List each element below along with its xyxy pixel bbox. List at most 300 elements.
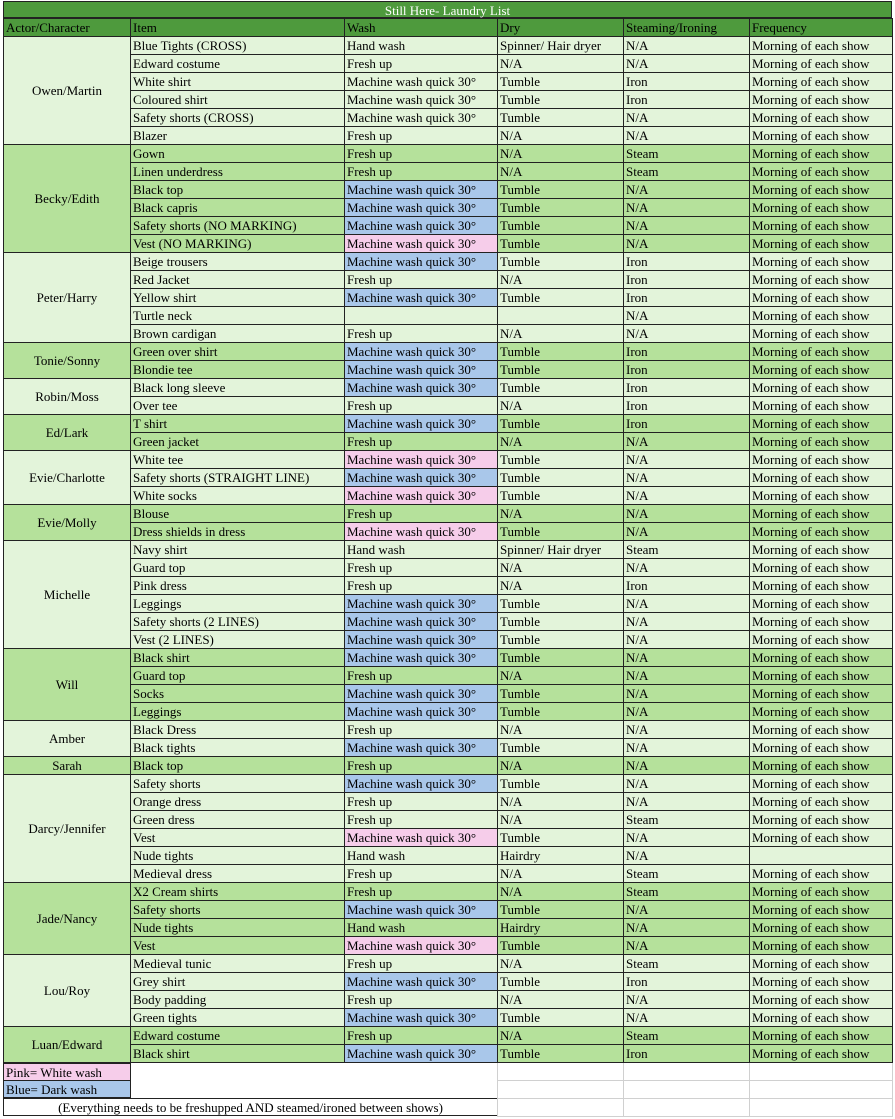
steaming-cell[interactable]: N/A (624, 919, 750, 937)
steaming-cell[interactable]: Iron (624, 271, 750, 289)
actor-cell[interactable]: Sarah (4, 757, 131, 775)
item-cell[interactable]: Safety shorts (131, 901, 345, 919)
item-cell[interactable]: Beige trousers (131, 253, 345, 271)
frequency-cell[interactable]: Morning of each show (750, 901, 893, 919)
item-cell[interactable]: Black tights (131, 739, 345, 757)
wash-cell[interactable]: Hand wash (345, 37, 498, 55)
dry-cell[interactable]: Tumble (498, 235, 624, 253)
item-cell[interactable]: Body padding (131, 991, 345, 1009)
dry-cell[interactable]: N/A (498, 325, 624, 343)
item-cell[interactable]: Linen underdress (131, 163, 345, 181)
steaming-cell[interactable]: N/A (624, 235, 750, 253)
frequency-cell[interactable]: Morning of each show (750, 973, 893, 991)
steaming-cell[interactable]: Iron (624, 379, 750, 397)
dry-cell[interactable]: Tumble (498, 937, 624, 955)
item-cell[interactable]: Turtle neck (131, 307, 345, 325)
frequency-cell[interactable]: Morning of each show (750, 127, 893, 145)
steaming-cell[interactable]: N/A (624, 181, 750, 199)
frequency-cell[interactable]: Morning of each show (750, 937, 893, 955)
item-cell[interactable]: Dress shields in dress (131, 523, 345, 541)
steaming-cell[interactable]: Iron (624, 253, 750, 271)
steaming-cell[interactable]: Iron (624, 415, 750, 433)
actor-cell[interactable]: Peter/Harry (4, 253, 131, 343)
frequency-cell[interactable]: Morning of each show (750, 775, 893, 793)
wash-cell[interactable]: Machine wash quick 30° (345, 739, 498, 757)
frequency-cell[interactable]: Morning of each show (750, 613, 893, 631)
dry-cell[interactable]: Tumble (498, 343, 624, 361)
steaming-cell[interactable]: Iron (624, 361, 750, 379)
actor-cell[interactable]: Lou/Roy (4, 955, 131, 1027)
actor-cell[interactable]: Darcy/Jennifer (4, 775, 131, 883)
wash-cell[interactable]: Hand wash (345, 541, 498, 559)
dry-cell[interactable]: N/A (498, 991, 624, 1009)
steaming-cell[interactable]: N/A (624, 685, 750, 703)
dry-cell[interactable]: Tumble (498, 901, 624, 919)
frequency-cell[interactable]: Morning of each show (750, 55, 893, 73)
wash-cell[interactable]: Fresh up (345, 127, 498, 145)
wash-cell[interactable]: Fresh up (345, 559, 498, 577)
frequency-cell[interactable]: Morning of each show (750, 415, 893, 433)
dry-cell[interactable]: N/A (498, 505, 624, 523)
frequency-cell[interactable]: Morning of each show (750, 379, 893, 397)
frequency-cell[interactable]: Morning of each show (750, 811, 893, 829)
dry-cell[interactable]: Tumble (498, 469, 624, 487)
frequency-cell[interactable]: Morning of each show (750, 145, 893, 163)
steaming-cell[interactable]: N/A (624, 109, 750, 127)
dry-cell[interactable]: Tumble (498, 109, 624, 127)
frequency-cell[interactable]: Morning of each show (750, 631, 893, 649)
frequency-cell[interactable]: Morning of each show (750, 865, 893, 883)
frequency-cell[interactable]: Morning of each show (750, 469, 893, 487)
frequency-cell[interactable]: Morning of each show (750, 667, 893, 685)
dry-cell[interactable]: N/A (498, 757, 624, 775)
item-cell[interactable]: T shirt (131, 415, 345, 433)
frequency-cell[interactable]: Morning of each show (750, 109, 893, 127)
steaming-cell[interactable]: Steam (624, 163, 750, 181)
wash-cell[interactable]: Machine wash quick 30° (345, 631, 498, 649)
steaming-cell[interactable]: N/A (624, 793, 750, 811)
dry-cell[interactable]: Tumble (498, 199, 624, 217)
dry-cell[interactable]: Tumble (498, 613, 624, 631)
frequency-cell[interactable]: Morning of each show (750, 289, 893, 307)
item-cell[interactable]: Navy shirt (131, 541, 345, 559)
dry-cell[interactable]: N/A (498, 955, 624, 973)
steaming-cell[interactable]: N/A (624, 433, 750, 451)
dry-cell[interactable]: N/A (498, 865, 624, 883)
item-cell[interactable]: Edward costume (131, 1027, 345, 1045)
dry-cell[interactable]: N/A (498, 1027, 624, 1045)
steaming-cell[interactable]: Steam (624, 955, 750, 973)
item-cell[interactable]: Leggings (131, 703, 345, 721)
dry-cell[interactable]: Tumble (498, 775, 624, 793)
steaming-cell[interactable]: N/A (624, 127, 750, 145)
frequency-cell[interactable]: Morning of each show (750, 703, 893, 721)
steaming-cell[interactable]: N/A (624, 307, 750, 325)
frequency-cell[interactable]: Morning of each show (750, 649, 893, 667)
item-cell[interactable]: Black Dress (131, 721, 345, 739)
item-cell[interactable]: Socks (131, 685, 345, 703)
frequency-cell[interactable]: Morning of each show (750, 685, 893, 703)
dry-cell[interactable]: Tumble (498, 523, 624, 541)
steaming-cell[interactable]: N/A (624, 325, 750, 343)
wash-cell[interactable]: Fresh up (345, 865, 498, 883)
item-cell[interactable]: Over tee (131, 397, 345, 415)
dry-cell[interactable]: Tumble (498, 415, 624, 433)
dry-cell[interactable]: Tumble (498, 379, 624, 397)
dry-cell[interactable]: N/A (498, 433, 624, 451)
item-cell[interactable]: Yellow shirt (131, 289, 345, 307)
actor-cell[interactable]: Tonie/Sonny (4, 343, 131, 379)
frequency-cell[interactable]: Morning of each show (750, 919, 893, 937)
wash-cell[interactable]: Machine wash quick 30° (345, 1045, 498, 1063)
item-cell[interactable]: Safety shorts (131, 775, 345, 793)
item-cell[interactable]: Black top (131, 181, 345, 199)
wash-cell[interactable]: Machine wash quick 30° (345, 181, 498, 199)
frequency-cell[interactable]: Morning of each show (750, 343, 893, 361)
frequency-cell[interactable]: Morning of each show (750, 397, 893, 415)
wash-cell[interactable]: Machine wash quick 30° (345, 289, 498, 307)
item-cell[interactable]: Green over shirt (131, 343, 345, 361)
wash-cell[interactable]: Hand wash (345, 847, 498, 865)
wash-cell[interactable]: Machine wash quick 30° (345, 649, 498, 667)
wash-cell[interactable]: Fresh up (345, 145, 498, 163)
item-cell[interactable]: Brown cardigan (131, 325, 345, 343)
wash-cell[interactable]: Machine wash quick 30° (345, 91, 498, 109)
item-cell[interactable]: Guard top (131, 667, 345, 685)
wash-cell[interactable]: Fresh up (345, 433, 498, 451)
dry-cell[interactable]: Tumble (498, 739, 624, 757)
dry-cell[interactable]: Tumble (498, 685, 624, 703)
steaming-cell[interactable]: N/A (624, 37, 750, 55)
frequency-cell[interactable]: Morning of each show (750, 883, 893, 901)
wash-cell[interactable]: Machine wash quick 30° (345, 487, 498, 505)
item-cell[interactable]: Black top (131, 757, 345, 775)
steaming-cell[interactable]: N/A (624, 775, 750, 793)
dry-cell[interactable]: N/A (498, 667, 624, 685)
actor-cell[interactable]: Robin/Moss (4, 379, 131, 415)
wash-cell[interactable]: Fresh up (345, 55, 498, 73)
steaming-cell[interactable]: Iron (624, 577, 750, 595)
frequency-cell[interactable]: Morning of each show (750, 325, 893, 343)
dry-cell[interactable]: N/A (498, 163, 624, 181)
dry-cell[interactable] (498, 307, 624, 325)
steaming-cell[interactable]: N/A (624, 901, 750, 919)
steaming-cell[interactable]: Iron (624, 973, 750, 991)
wash-cell[interactable]: Machine wash quick 30° (345, 613, 498, 631)
frequency-cell[interactable]: Morning of each show (750, 595, 893, 613)
wash-cell[interactable]: Machine wash quick 30° (345, 595, 498, 613)
item-cell[interactable]: Blue Tights (CROSS) (131, 37, 345, 55)
header-item[interactable]: Item (131, 19, 345, 37)
item-cell[interactable]: Vest (2 LINES) (131, 631, 345, 649)
item-cell[interactable]: Black shirt (131, 1045, 345, 1063)
dry-cell[interactable]: Tumble (498, 1009, 624, 1027)
dry-cell[interactable]: Hairdry (498, 919, 624, 937)
steaming-cell[interactable]: N/A (624, 649, 750, 667)
wash-cell[interactable]: Machine wash quick 30° (345, 685, 498, 703)
dry-cell[interactable]: Tumble (498, 1045, 624, 1063)
steaming-cell[interactable]: Steam (624, 811, 750, 829)
dry-cell[interactable]: Tumble (498, 289, 624, 307)
frequency-cell[interactable]: Morning of each show (750, 523, 893, 541)
steaming-cell[interactable]: Iron (624, 289, 750, 307)
frequency-cell[interactable]: Morning of each show (750, 253, 893, 271)
frequency-cell[interactable]: Morning of each show (750, 217, 893, 235)
steaming-cell[interactable]: N/A (624, 991, 750, 1009)
item-cell[interactable]: Safety shorts (STRAIGHT LINE) (131, 469, 345, 487)
frequency-cell[interactable]: Morning of each show (750, 1045, 893, 1063)
frequency-cell[interactable]: Morning of each show (750, 793, 893, 811)
frequency-cell[interactable]: Morning of each show (750, 721, 893, 739)
dry-cell[interactable]: Tumble (498, 829, 624, 847)
frequency-cell[interactable]: Morning of each show (750, 73, 893, 91)
frequency-cell[interactable]: Morning of each show (750, 487, 893, 505)
header-frequency[interactable]: Frequency (750, 19, 893, 37)
steaming-cell[interactable]: N/A (624, 829, 750, 847)
header-steaming[interactable]: Steaming/Ironing (624, 19, 750, 37)
wash-cell[interactable]: Fresh up (345, 955, 498, 973)
steaming-cell[interactable]: N/A (624, 703, 750, 721)
frequency-cell[interactable]: Morning of each show (750, 1009, 893, 1027)
wash-cell[interactable]: Machine wash quick 30° (345, 937, 498, 955)
steaming-cell[interactable]: N/A (624, 847, 750, 865)
dry-cell[interactable]: Tumble (498, 91, 624, 109)
item-cell[interactable]: Vest (NO MARKING) (131, 235, 345, 253)
steaming-cell[interactable]: N/A (624, 631, 750, 649)
wash-cell[interactable]: Machine wash quick 30° (345, 469, 498, 487)
item-cell[interactable]: Blondie tee (131, 361, 345, 379)
steaming-cell[interactable]: N/A (624, 613, 750, 631)
steaming-cell[interactable]: Iron (624, 1045, 750, 1063)
dry-cell[interactable]: Tumble (498, 631, 624, 649)
wash-cell[interactable]: Machine wash quick 30° (345, 973, 498, 991)
wash-cell[interactable]: Machine wash quick 30° (345, 109, 498, 127)
wash-cell[interactable]: Fresh up (345, 721, 498, 739)
item-cell[interactable]: Safety shorts (CROSS) (131, 109, 345, 127)
dry-cell[interactable]: Tumble (498, 217, 624, 235)
actor-cell[interactable]: Will (4, 649, 131, 721)
steaming-cell[interactable]: Iron (624, 343, 750, 361)
steaming-cell[interactable]: N/A (624, 487, 750, 505)
actor-cell[interactable]: Jade/Nancy (4, 883, 131, 955)
item-cell[interactable]: White shirt (131, 73, 345, 91)
steaming-cell[interactable]: N/A (624, 1009, 750, 1027)
dry-cell[interactable]: Tumble (498, 181, 624, 199)
header-actor[interactable]: Actor/Character (4, 19, 131, 37)
item-cell[interactable]: Pink dress (131, 577, 345, 595)
dry-cell[interactable]: Tumble (498, 973, 624, 991)
dry-cell[interactable]: N/A (498, 397, 624, 415)
actor-cell[interactable]: Luan/Edward (4, 1027, 131, 1063)
frequency-cell[interactable] (750, 847, 893, 865)
steaming-cell[interactable]: N/A (624, 721, 750, 739)
item-cell[interactable]: Medieval tunic (131, 955, 345, 973)
dry-cell[interactable]: Tumble (498, 595, 624, 613)
steaming-cell[interactable]: N/A (624, 55, 750, 73)
dry-cell[interactable]: Hairdry (498, 847, 624, 865)
steaming-cell[interactable]: N/A (624, 667, 750, 685)
frequency-cell[interactable]: Morning of each show (750, 307, 893, 325)
frequency-cell[interactable]: Morning of each show (750, 739, 893, 757)
frequency-cell[interactable]: Morning of each show (750, 955, 893, 973)
item-cell[interactable]: Leggings (131, 595, 345, 613)
actor-cell[interactable]: Amber (4, 721, 131, 757)
wash-cell[interactable]: Fresh up (345, 757, 498, 775)
dry-cell[interactable]: N/A (498, 577, 624, 595)
steaming-cell[interactable]: N/A (624, 217, 750, 235)
dry-cell[interactable]: N/A (498, 145, 624, 163)
item-cell[interactable]: Blazer (131, 127, 345, 145)
wash-cell[interactable]: Fresh up (345, 811, 498, 829)
wash-cell[interactable]: Fresh up (345, 1027, 498, 1045)
item-cell[interactable]: Gown (131, 145, 345, 163)
item-cell[interactable]: Coloured shirt (131, 91, 345, 109)
dry-cell[interactable]: Tumble (498, 253, 624, 271)
wash-cell[interactable]: Machine wash quick 30° (345, 361, 498, 379)
wash-cell[interactable]: Fresh up (345, 883, 498, 901)
wash-cell[interactable] (345, 307, 498, 325)
frequency-cell[interactable]: Morning of each show (750, 235, 893, 253)
wash-cell[interactable]: Machine wash quick 30° (345, 451, 498, 469)
steaming-cell[interactable]: N/A (624, 757, 750, 775)
item-cell[interactable]: Black capris (131, 199, 345, 217)
wash-cell[interactable]: Machine wash quick 30° (345, 253, 498, 271)
wash-cell[interactable]: Fresh up (345, 505, 498, 523)
item-cell[interactable]: Black shirt (131, 649, 345, 667)
item-cell[interactable]: White tee (131, 451, 345, 469)
item-cell[interactable]: X2 Cream shirts (131, 883, 345, 901)
wash-cell[interactable]: Machine wash quick 30° (345, 415, 498, 433)
item-cell[interactable]: Safety shorts (NO MARKING) (131, 217, 345, 235)
actor-cell[interactable]: Michelle (4, 541, 131, 649)
steaming-cell[interactable]: Steam (624, 865, 750, 883)
frequency-cell[interactable]: Morning of each show (750, 163, 893, 181)
dry-cell[interactable]: Spinner/ Hair dryer (498, 541, 624, 559)
wash-cell[interactable]: Machine wash quick 30° (345, 379, 498, 397)
actor-cell[interactable]: Ed/Lark (4, 415, 131, 451)
item-cell[interactable]: Blouse (131, 505, 345, 523)
wash-cell[interactable]: Fresh up (345, 271, 498, 289)
dry-cell[interactable]: N/A (498, 793, 624, 811)
steaming-cell[interactable]: N/A (624, 505, 750, 523)
dry-cell[interactable]: Tumble (498, 451, 624, 469)
wash-cell[interactable]: Fresh up (345, 793, 498, 811)
item-cell[interactable]: Vest (131, 829, 345, 847)
dry-cell[interactable]: N/A (498, 55, 624, 73)
actor-cell[interactable]: Becky/Edith (4, 145, 131, 253)
item-cell[interactable]: Guard top (131, 559, 345, 577)
item-cell[interactable]: Nude tights (131, 847, 345, 865)
dry-cell[interactable]: Tumble (498, 73, 624, 91)
frequency-cell[interactable]: Morning of each show (750, 991, 893, 1009)
steaming-cell[interactable]: N/A (624, 469, 750, 487)
wash-cell[interactable]: Hand wash (345, 919, 498, 937)
header-wash[interactable]: Wash (345, 19, 498, 37)
dry-cell[interactable]: Tumble (498, 649, 624, 667)
item-cell[interactable]: Medieval dress (131, 865, 345, 883)
item-cell[interactable]: Vest (131, 937, 345, 955)
steaming-cell[interactable]: N/A (624, 451, 750, 469)
dry-cell[interactable]: N/A (498, 721, 624, 739)
item-cell[interactable]: Red Jacket (131, 271, 345, 289)
steaming-cell[interactable]: N/A (624, 523, 750, 541)
wash-cell[interactable]: Machine wash quick 30° (345, 199, 498, 217)
wash-cell[interactable]: Machine wash quick 30° (345, 217, 498, 235)
item-cell[interactable]: Safety shorts (2 LINES) (131, 613, 345, 631)
dry-cell[interactable]: Tumble (498, 703, 624, 721)
wash-cell[interactable]: Machine wash quick 30° (345, 235, 498, 253)
frequency-cell[interactable]: Morning of each show (750, 577, 893, 595)
frequency-cell[interactable]: Morning of each show (750, 451, 893, 469)
wash-cell[interactable]: Machine wash quick 30° (345, 703, 498, 721)
frequency-cell[interactable]: Morning of each show (750, 181, 893, 199)
frequency-cell[interactable]: Morning of each show (750, 271, 893, 289)
wash-cell[interactable]: Fresh up (345, 991, 498, 1009)
dry-cell[interactable]: Tumble (498, 361, 624, 379)
wash-cell[interactable]: Machine wash quick 30° (345, 1009, 498, 1027)
dry-cell[interactable]: N/A (498, 271, 624, 289)
actor-cell[interactable]: Evie/Charlotte (4, 451, 131, 505)
wash-cell[interactable]: Machine wash quick 30° (345, 775, 498, 793)
frequency-cell[interactable]: Morning of each show (750, 757, 893, 775)
wash-cell[interactable]: Machine wash quick 30° (345, 829, 498, 847)
steaming-cell[interactable]: Steam (624, 1027, 750, 1045)
item-cell[interactable]: Nude tights (131, 919, 345, 937)
steaming-cell[interactable]: Steam (624, 145, 750, 163)
actor-cell[interactable]: Evie/Molly (4, 505, 131, 541)
frequency-cell[interactable]: Morning of each show (750, 559, 893, 577)
frequency-cell[interactable]: Morning of each show (750, 829, 893, 847)
wash-cell[interactable]: Machine wash quick 30° (345, 343, 498, 361)
item-cell[interactable]: Green dress (131, 811, 345, 829)
steaming-cell[interactable]: N/A (624, 559, 750, 577)
steaming-cell[interactable]: N/A (624, 739, 750, 757)
steaming-cell[interactable]: Steam (624, 883, 750, 901)
wash-cell[interactable]: Fresh up (345, 397, 498, 415)
header-dry[interactable]: Dry (498, 19, 624, 37)
frequency-cell[interactable]: Morning of each show (750, 505, 893, 523)
frequency-cell[interactable]: Morning of each show (750, 541, 893, 559)
dry-cell[interactable]: Spinner/ Hair dryer (498, 37, 624, 55)
item-cell[interactable]: Green jacket (131, 433, 345, 451)
frequency-cell[interactable]: Morning of each show (750, 1027, 893, 1045)
frequency-cell[interactable]: Morning of each show (750, 361, 893, 379)
wash-cell[interactable]: Fresh up (345, 325, 498, 343)
frequency-cell[interactable]: Morning of each show (750, 199, 893, 217)
steaming-cell[interactable]: Steam (624, 541, 750, 559)
item-cell[interactable]: White socks (131, 487, 345, 505)
item-cell[interactable]: Grey shirt (131, 973, 345, 991)
dry-cell[interactable]: Tumble (498, 487, 624, 505)
wash-cell[interactable]: Machine wash quick 30° (345, 901, 498, 919)
wash-cell[interactable]: Fresh up (345, 163, 498, 181)
wash-cell[interactable]: Fresh up (345, 577, 498, 595)
frequency-cell[interactable]: Morning of each show (750, 433, 893, 451)
frequency-cell[interactable]: Morning of each show (750, 37, 893, 55)
item-cell[interactable]: Edward costume (131, 55, 345, 73)
frequency-cell[interactable]: Morning of each show (750, 91, 893, 109)
actor-cell[interactable]: Owen/Martin (4, 37, 131, 145)
steaming-cell[interactable]: N/A (624, 595, 750, 613)
wash-cell[interactable]: Fresh up (345, 667, 498, 685)
dry-cell[interactable]: N/A (498, 883, 624, 901)
dry-cell[interactable]: N/A (498, 811, 624, 829)
steaming-cell[interactable]: Iron (624, 73, 750, 91)
item-cell[interactable]: Black long sleeve (131, 379, 345, 397)
wash-cell[interactable]: Machine wash quick 30° (345, 523, 498, 541)
item-cell[interactable]: Orange dress (131, 793, 345, 811)
steaming-cell[interactable]: N/A (624, 199, 750, 217)
